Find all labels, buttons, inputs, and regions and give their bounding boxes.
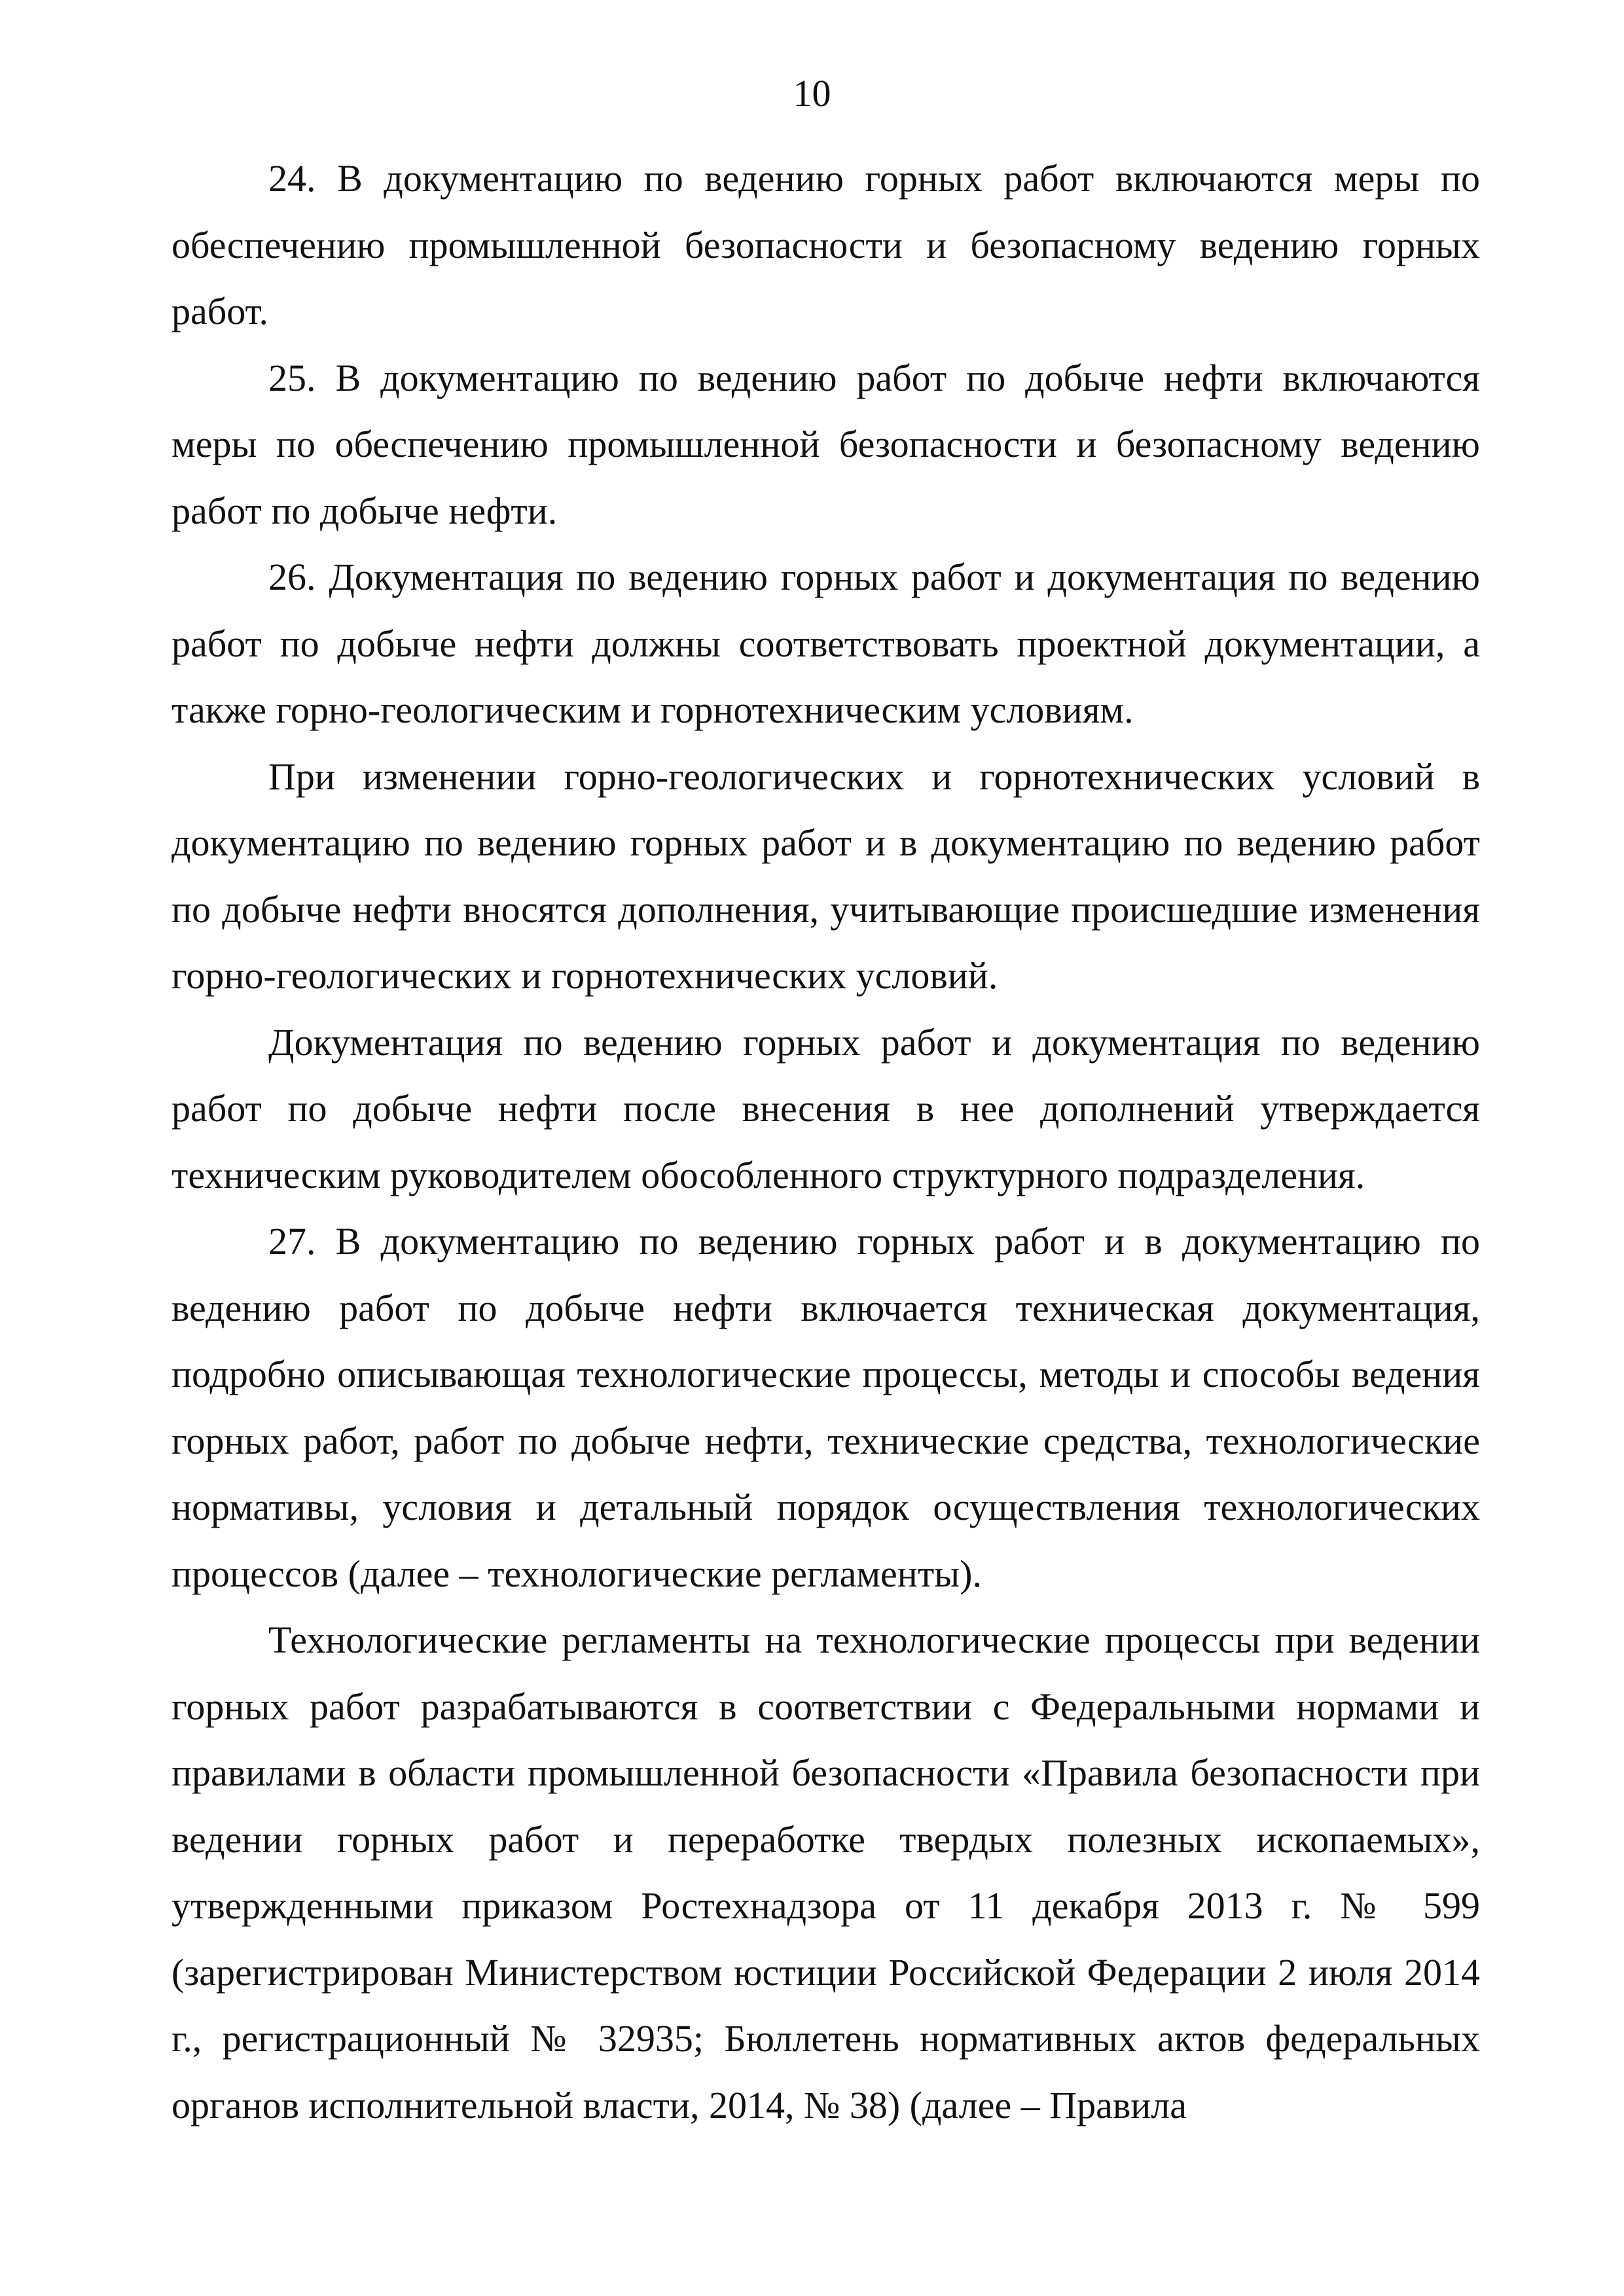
paragraph-26-changes: При изменении горно-геологических и горнотехнических условий в документацию по ведению горных работ и в документацию по ведению работ по добыче нефти вносятся дополнения, учитывающие происшедшие изменения горно-геологических и горнотехнических условий. [171,755,1480,997]
paragraph-24: 24. В документацию по ведению горных работ включаются меры по обеспечению промышленной безопасности и безопасному ведению горных работ. [171,157,1480,332]
paragraph-26: 26. Документация по ведению горных работ и документация по ведению работ по добыче нефти должны соответствовать проектной документации, а также горно-геологическим и горнотехническим условиям. [171,556,1480,731]
paragraph-25: 25. В документацию по ведению работ по добыче нефти включаются меры по обеспечению промышленной безопасности и безопасному ведению работ по добыче нефти. [171,356,1480,532]
paragraph-26-approval: Документация по ведению горных работ и документация по ведению работ по добыче нефти после внесения в нее дополнений утверждается техническим руководителем обособленного структурного подразделения. [171,1020,1480,1196]
paragraph-27: 27. В документацию по ведению горных работ и в документацию по ведению работ по добыче нефти включается техническая документация, подробно описывающая технологические процессы, методы и способы ведения горных работ, работ по добыче нефти, технические средства, технологические нормативы, условия и детальный порядок осуществления технологических процессов (далее – технологические регламенты). [171,1220,1480,1595]
page-number: 10 [793,72,831,115]
paragraph-27-regulations: Технологические регламенты на технологические процессы при ведении горных работ разрабатываются в соответствии с Федеральными нормами и правилами в области промышленной безопасности «Правила безопасности при ведении горных работ и переработке твердых полезных ископаемых», утвержденными приказом Ростехнадзора от 11 декабря 2013 г. № 599 (зарегистрирован Министерством юстиции Российской Федерации 2 июля 2014 г., регистрационный № 32935; Бюллетень нормативных актов федеральных органов исполнительной власти, 2014, № 38) (далее – Правила [171,1619,1480,2126]
document-body [171,145,1480,2138]
